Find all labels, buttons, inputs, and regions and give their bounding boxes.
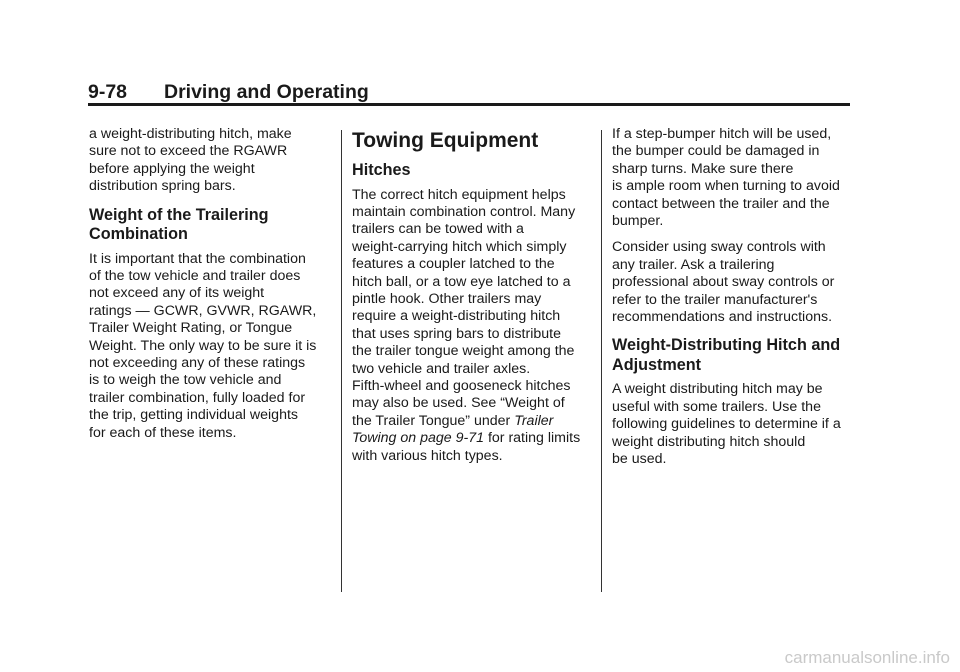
text-line <box>352 430 580 446</box>
heading-hitches: Hitches <box>352 161 411 179</box>
column-divider-1 <box>341 130 342 592</box>
text-line: distribution spring bars. <box>89 178 236 195</box>
text-line: trailer combination, fully loaded for <box>89 389 306 406</box>
paragraph-combination-ratings <box>89 251 334 442</box>
text-segment: the Trailer Tongue” under <box>352 412 515 429</box>
text-line: that uses spring bars to distribute <box>352 325 561 342</box>
text-line: require a weight-distributing hitch <box>352 308 561 325</box>
text-line: If a step-bumper hitch will be used, <box>612 126 832 142</box>
paragraph-sway-controls <box>612 239 857 326</box>
watermark: carmanualsonline.info <box>784 648 950 667</box>
text-line: The correct hitch equipment helps <box>352 186 566 203</box>
text-line: be used. <box>612 451 667 468</box>
text-line: Fifth-wheel and gooseneck hitches <box>352 377 571 394</box>
text-line: Consider using sway controls with <box>612 239 826 256</box>
cross-reference-link[interactable]: Trailer <box>514 412 554 429</box>
text-line: the bumper could be damaged in <box>612 143 820 160</box>
paragraph-weight-distributing <box>612 381 857 468</box>
text-line: recommendations and instructions. <box>612 309 833 326</box>
text-line: not exceeding any of these ratings <box>89 355 306 372</box>
text-line: not exceed any of its weight <box>89 285 265 302</box>
text-line: refer to the trailer manufacturer's <box>612 291 818 308</box>
heading-towing-equipment: Towing Equipment <box>352 129 539 152</box>
paragraph-rgawr <box>89 126 334 196</box>
cross-reference-link[interactable]: Towing on page 9-71 <box>352 430 484 447</box>
paragraph-hitches <box>352 187 597 466</box>
text-line: weight distributing hitch should <box>612 433 806 450</box>
text-line: ratings — GCWR, GVWR, RGAWR, <box>89 302 317 319</box>
text-line: Trailer Weight Rating, or Tongue <box>89 320 293 337</box>
text-line: bumper. <box>612 213 664 230</box>
text-line: features a coupler latched to the <box>352 256 555 273</box>
column-divider-2 <box>601 130 602 592</box>
text-line: weight-carrying hitch which simply <box>352 238 567 255</box>
heading-line: Weight of the Trailering <box>89 205 269 224</box>
text-line: the trip, getting individual weights <box>89 407 298 424</box>
text-line: a weight-distributing hitch, make <box>89 126 292 142</box>
text-line: for each of these items. <box>89 424 237 441</box>
page-number: 9-78 <box>88 81 128 103</box>
paragraph-step-bumper <box>612 126 857 230</box>
heading-line: Adjustment <box>612 355 702 374</box>
text-line: of the tow vehicle and trailer does <box>89 268 301 285</box>
text-line: is to weigh the tow vehicle and <box>89 372 282 389</box>
text-line: maintain combination control. Many <box>352 203 576 220</box>
header-rule <box>88 103 850 106</box>
section-title: Driving and Operating <box>164 81 369 103</box>
text-line: professional about sway controls or <box>612 274 835 291</box>
text-line: pintle hook. Other trailers may <box>352 290 542 307</box>
text-line: Weight. The only way to be sure it is <box>89 337 317 354</box>
text-segment: for rating limits <box>484 430 581 447</box>
text-line: A weight distributing hitch may be <box>612 381 823 398</box>
text-line: is ample room when turning to avoid <box>612 178 840 195</box>
column-1 <box>89 126 334 451</box>
text-line: the trailer tongue weight among the <box>352 343 575 360</box>
text-line: any trailer. Ask a trailering <box>612 256 775 273</box>
text-line: contact between the trailer and the <box>612 195 830 212</box>
text-line: with various hitch types. <box>352 447 503 464</box>
text-line: following guidelines to determine if a <box>612 416 841 433</box>
text-line: before applying the weight <box>89 160 255 177</box>
heading-line: Weight-Distributing Hitch and <box>612 336 841 355</box>
text-line: sure not to exceed the RGAWR <box>89 143 288 160</box>
page-header <box>88 80 850 104</box>
text-line: hitch ball, or a tow eye latched to a <box>352 273 571 290</box>
text-line: two vehicle and trailer axles. <box>352 360 531 377</box>
text-line: sharp turns. Make sure there <box>612 160 794 177</box>
heading-weight-of-trailering-combination <box>89 206 334 245</box>
heading-line: Combination <box>89 225 188 244</box>
column-2 <box>352 126 597 474</box>
text-line: It is important that the combination <box>89 250 306 267</box>
text-line: may also be used. See “Weight of <box>352 395 565 412</box>
text-line <box>352 413 553 429</box>
text-line: trailers can be towed with a <box>352 221 524 238</box>
text-line: useful with some trailers. Use the <box>612 398 821 415</box>
column-3 <box>612 126 857 478</box>
heading-weight-distributing-hitch <box>612 336 857 375</box>
